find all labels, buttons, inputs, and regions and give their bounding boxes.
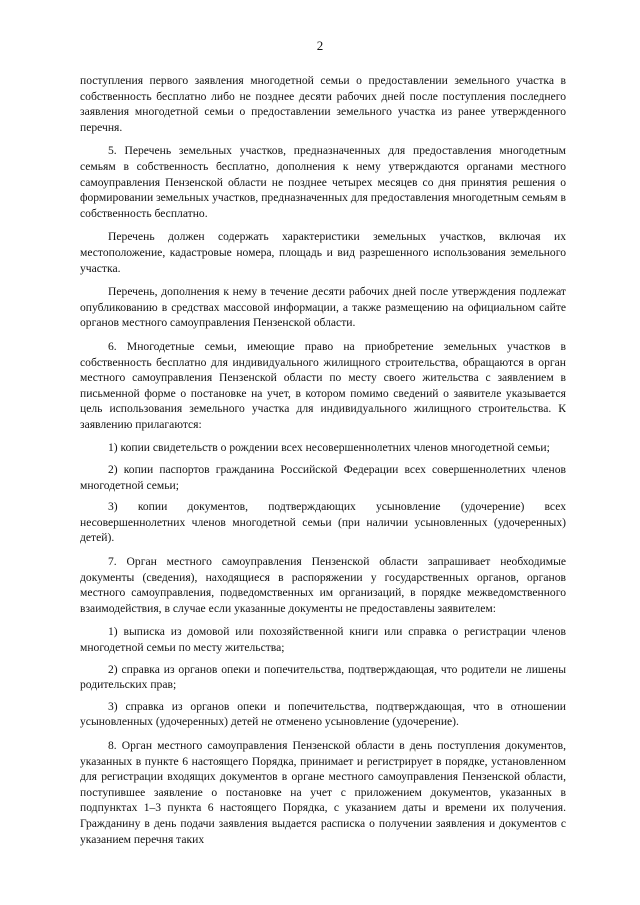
paragraph-list-publication: Перечень, дополнения к нему в течение десяти рабочих дней после утверждения подлежат опубликованию в средствах массовой информации, а также размещению на официальном сайте органов местного самоуправления Пензенской области. [80,285,566,330]
paragraph-item-7: 7. Орган местного самоуправления Пензенской области запрашивает необходимые документы (сведения), находящиеся в распоряжении у государственных органов, органов местного самоуправления, подведомственных им организаций, в порядке межведомственного взаимодействия, в случае если указанные документы не предоставлены заявителем: [80,555,566,615]
page-number: 2 [316,38,324,53]
subitem-7-2: 2) справка из органов опеки и попечительства, подтверждающая, что родители не лишены родительских прав; [80,662,566,692]
document-body [80,73,566,855]
subitem-7-1: 1) выписка из домовой или похозяйственной книги или справка о регистрации членов многодетной семьи по месту жительства; [80,625,566,654]
paragraph-item-8: 8. Орган местного самоуправления Пензенской области в день поступления документов, указанных в пункте 6 настоящего Порядка, принимает и регистрирует в порядке, установленном для регистрации входящих документов в органе местного самоуправления Пензенской области, поступившее заявление о постановке на учет с приложением документов, указанных в подпунктах 1–3 пункта 6 настоящего Порядка, с указанием даты и времени их получения. Гражданину в день подачи заявления выдается расписка о получении заявления и документов с указанием перечня таких [80,738,566,846]
subitem-6-1: 1) копии свидетельств о рождении всех несовершеннолетних членов многодетной семьи; [108,441,550,455]
paragraph-item-6: 6. Многодетные семьи, имеющие право на приобретение земельных участков в собственность бесплатно для индивидуального жилищного строительства, обращаются в орган местного самоуправления Пензенской области по месту своего жительства с заявлением в письменной форме о постановке на учет, в котором помимо сведений о заявителе указывается цель использования земельного участка для индивидуального жилищного строительства. К заявлению прилагаются: [80,339,566,431]
paragraph-continuation: поступления первого заявления многодетной семьи о предоставлении земельного участка в собственность бесплатно либо не позднее десяти рабочих дней после поступления последнего заявления многодетной семьи о предоставлении земельного участка из ранее утвержденного перечня. [80,74,566,134]
subitem-6-3: 3) копии документов, подтверждающих усыновление (удочерение) всех несовершеннолетних членов многодетной семьи (при наличии усыновленных (удочеренных) детей). [80,500,566,545]
paragraph-list-contents: Перечень должен содержать характеристики земельных участков, включая их местоположение, кадастровые номера, площадь и вид разрешенного использования земельного участка. [80,230,566,275]
paragraph-item-5: 5. Перечень земельных участков, предназначенных для предоставления многодетным семьям в собственность бесплатно, дополнения к нему утверждаются органами местного самоуправления Пензенской области не позднее четырех месяцев со дня принятия решения о формировании земельных участков, предназначенных для предоставления многодетным семьям в собственность бесплатно. [80,144,566,220]
subitem-6-2: 2) копии паспортов гражданина Российской Федерации всех совершеннолетних членов многодетной семьи; [80,463,566,492]
subitem-7-3: 3) справка из органов опеки и попечительства, подтверждающая, что в отношении усыновленных (удочеренных) детей не отменено усыновление (удочерение). [80,699,566,729]
